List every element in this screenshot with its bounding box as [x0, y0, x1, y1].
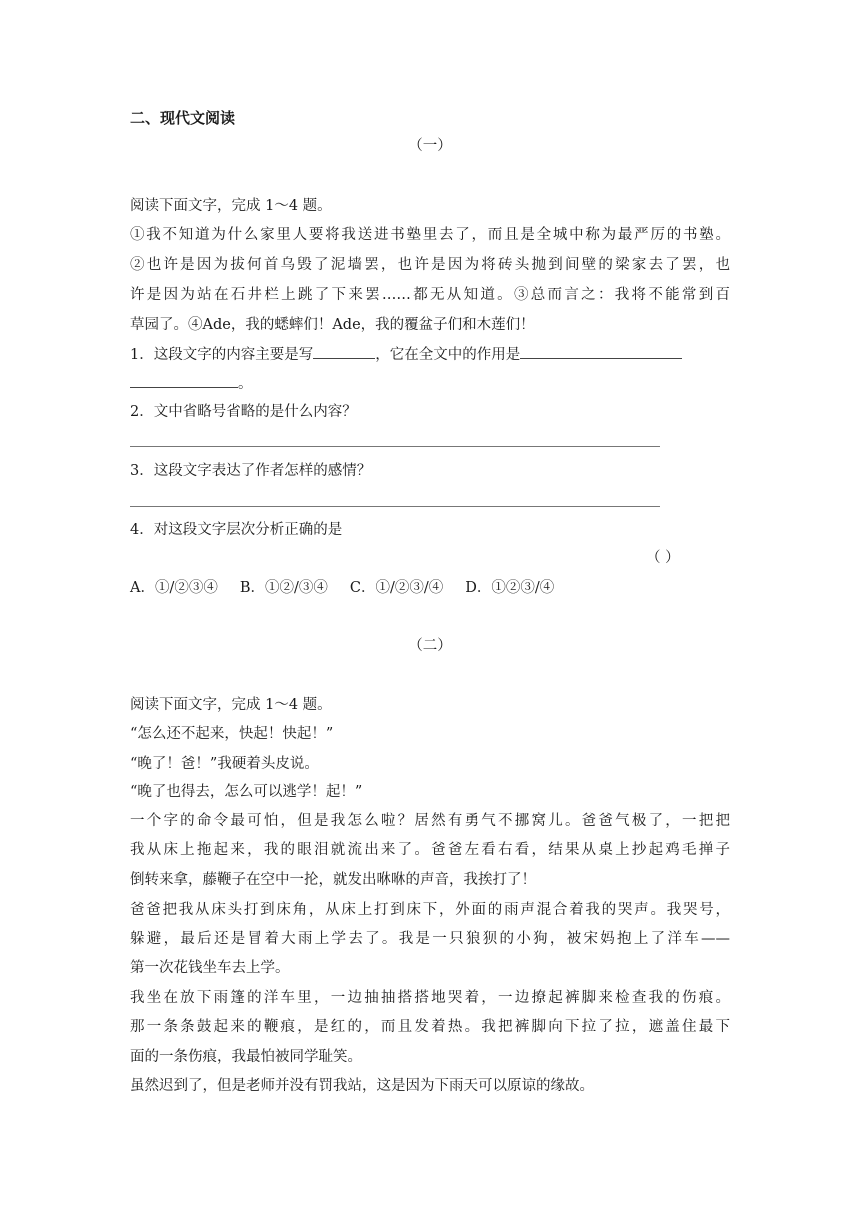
- question-1-text-b: ，它在全文中的作用是: [375, 347, 521, 363]
- option-b[interactable]: B．①②/③④: [239, 580, 328, 596]
- passage-line: 我坐在放下雨篷的洋车里，一边抽抽搭搭地哭着，一边撩起裤脚来检查我的伤痕。: [130, 990, 730, 1006]
- section-title: 二、现代文阅读: [130, 109, 236, 127]
- dialogue-line: “晚了！爸！”我硬着头皮说。: [130, 756, 319, 772]
- passage-line: 第一次花钱坐车去上学。: [130, 960, 290, 976]
- passage-line: ①我不知道为什么家里人要将我送进书塾里去了，而且是全城中称为最严厉的书塾。: [130, 227, 730, 243]
- passage-line: 躲避，最后还是冒着大雨上学去了。我是一只狼狈的小狗，被宋妈抱上了洋车——: [130, 931, 730, 947]
- passage-line: 草园了。④Ade，我的蟋蟀们！Ade，我的覆盆子们和木莲们！: [130, 317, 535, 333]
- dialogue-line: “晚了也得去，怎么可以逃学！起！”: [130, 784, 363, 800]
- question-3: 3．这段文字表达了作者怎样的感情？: [130, 463, 372, 479]
- part1-heading: （一）: [408, 138, 452, 154]
- passage-line: 一个字的命令最可怕，但是我怎么啦？居然有勇气不挪窝儿。爸爸气极了，一把把: [130, 813, 730, 829]
- passage-line: 爸爸把我从床头打到床角，从床上打到床下，外面的雨声混合着我的哭声。我哭号，: [130, 902, 730, 918]
- question-1: [130, 344, 682, 365]
- answer-blank[interactable]: [313, 344, 375, 359]
- part2-instruction: 阅读下面文字，完成 1～4 题。: [130, 697, 332, 713]
- passage-line: 那一条条鼓起来的鞭痕，是红的，而且发着热。我把裤脚向下拉了拉，遮盖住最下: [130, 1019, 730, 1035]
- question-4: 4．对这段文字层次分析正确的是: [130, 522, 343, 538]
- passage-line: 倒转来拿，藤鞭子在空中一抡，就发出咻咻的声音，我挨打了！: [130, 872, 536, 888]
- passage-line: ②也许是因为拔何首乌毁了泥墙罢，也许是因为将砖头抛到间壁的梁家去了罢，也: [130, 257, 730, 273]
- answer-parentheses[interactable]: （ ）: [646, 550, 680, 566]
- part2-heading: （二）: [408, 638, 452, 654]
- answer-line[interactable]: [130, 506, 660, 507]
- question-1-text-a: 1．这段文字的内容主要是写: [130, 347, 314, 363]
- part1-instruction: 阅读下面文字，完成 1～4 题。: [130, 198, 332, 214]
- question-4-options: [130, 578, 576, 598]
- answer-blank[interactable]: [130, 373, 238, 388]
- option-d[interactable]: D．①②③/④: [465, 580, 555, 596]
- question-1-end: 。: [238, 376, 253, 392]
- answer-blank[interactable]: [520, 344, 682, 359]
- option-a[interactable]: A．①/②③④: [130, 580, 218, 596]
- passage-line: 虽然迟到了，但是老师并没有罚我站，这是因为下雨天可以原谅的缘故。: [130, 1078, 594, 1094]
- answer-line[interactable]: [130, 446, 660, 447]
- passage-line: 我从床上拖起来，我的眼泪就流出来了。爸爸左看右看，结果从桌上抄起鸡毛掸子: [130, 842, 730, 858]
- passage-line: 面的一条伤痕，我最怕被同学耻笑。: [130, 1049, 362, 1065]
- option-c[interactable]: C．①/②③/④: [349, 580, 444, 596]
- dialogue-line: “怎么还不起来，快起！快起！”: [130, 726, 334, 742]
- passage-line: 许是因为站在石井栏上跳了下来罢……都无从知道。③总而言之：我将不能常到百: [130, 287, 730, 303]
- question-2: 2．文中省略号省略的是什么内容？: [130, 404, 357, 420]
- question-1-continued: [130, 373, 253, 394]
